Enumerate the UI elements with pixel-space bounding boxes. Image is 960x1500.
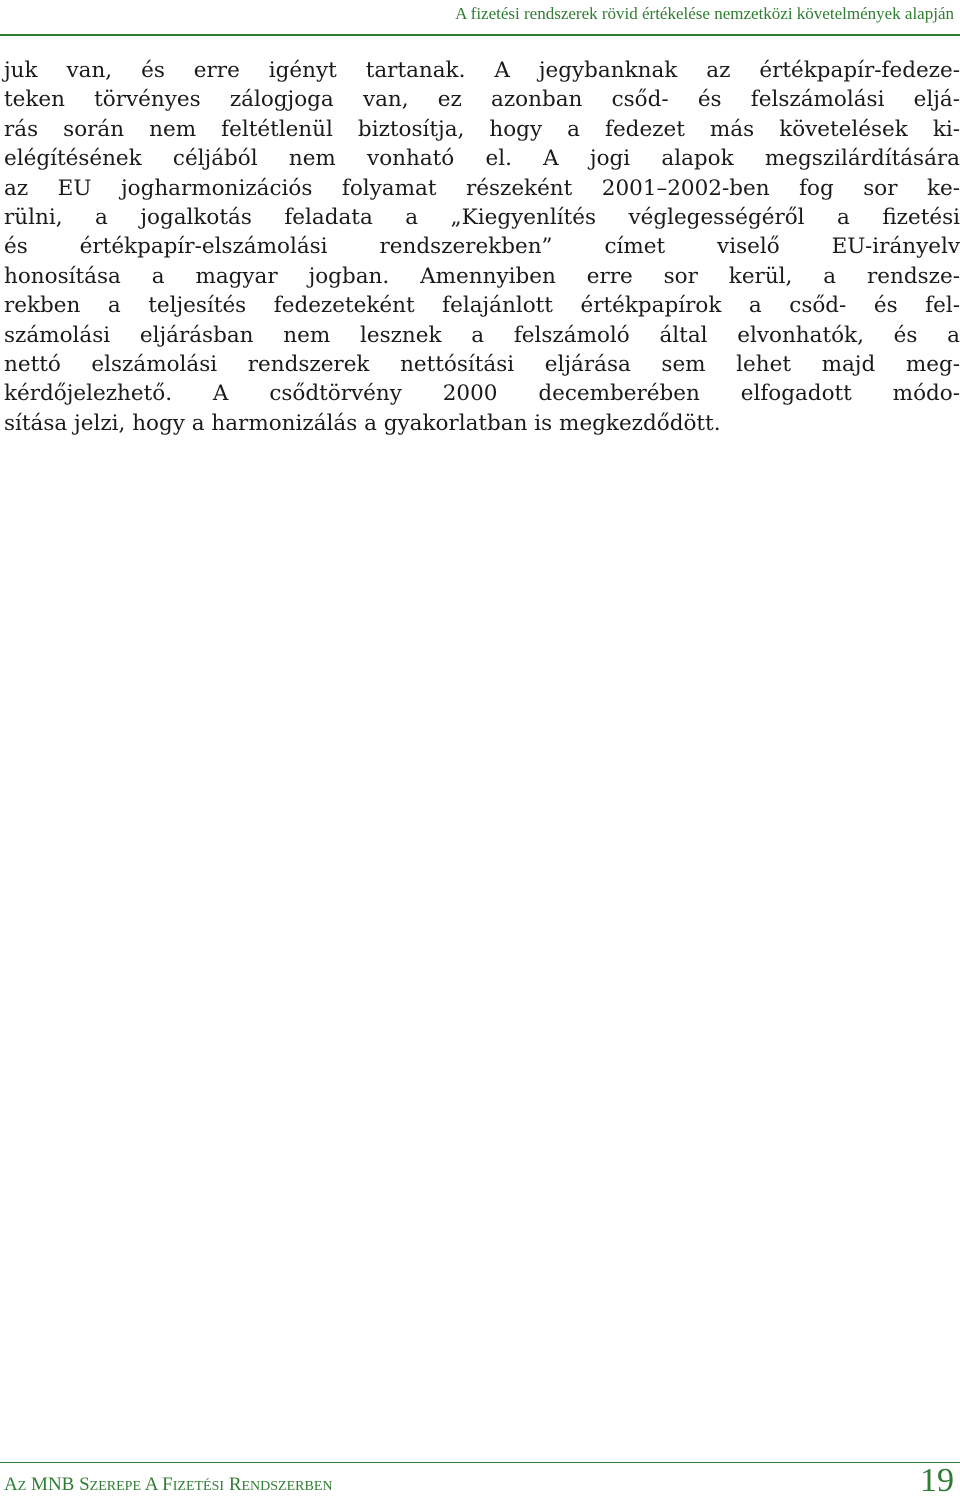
paragraph-line: juk van, és erre igényt tartanak. A jegybanknak az értékpapír-fedeze- xyxy=(4,58,960,83)
page-number: 19 xyxy=(920,1462,954,1499)
running-header: A fizetési rendszerek rövid értékelése nemzetközi követelmények alapján xyxy=(455,4,954,23)
paragraph-line: elégítésének céljából nem vonható el. A jogi alapok megszilárdítására xyxy=(4,146,960,172)
paragraph-line: honosítása a magyar jogban. Amennyiben erre sor kerül, a rendsze- xyxy=(4,263,960,289)
paragraph-line: nettó elszámolási rendszerek nettósítási eljárása sem lehet majd meg- xyxy=(4,352,960,378)
paragraph-line: rekben a teljesítés fedezeteként felajánlott értékpapírok a csőd- és fel- xyxy=(4,293,960,319)
footer-section-title xyxy=(4,1474,333,1496)
footer-word: FIZETÉSI xyxy=(162,1474,225,1495)
footer-word: SZEREPE xyxy=(79,1474,142,1495)
paragraph-line: rás során nem feltétlenül biztosítja, hogy a fedezet más követelések ki- xyxy=(4,116,960,142)
footer-word: MNB xyxy=(31,1474,75,1495)
footer-word: RENDSZERBEN xyxy=(228,1474,333,1495)
footer-word: AZ xyxy=(4,1474,27,1495)
paragraph-line: az EU jogharmonizációs folyamat részeként 2001–2002-ben fog sor ke- xyxy=(4,175,960,201)
paragraph-line: sítása jelzi, hogy a harmonizálás a gyakorlatban is megkezdődött. xyxy=(4,410,721,436)
paragraph-line: számolási eljárásban nem lesznek a felszámoló által elvonhatók, és a xyxy=(4,322,960,348)
body-paragraph xyxy=(4,56,960,438)
footer-word: A xyxy=(144,1474,158,1495)
footer-divider xyxy=(0,1462,960,1463)
paragraph-line: kérdőjelezhető. A csődtörvény 2000 decemberében elfogadott módo- xyxy=(4,381,960,407)
header-divider xyxy=(0,34,960,36)
paragraph-line: és értékpapír-elszámolási rendszerekben” címet viselő EU-irányelv xyxy=(4,234,960,260)
paragraph-line: rülni, a jogalkotás feladata a „Kiegyenlítés véglegességéről a fizetési xyxy=(4,205,960,231)
paragraph-line: teken törvényes zálogjoga van, ez azonban csőd- és felszámolási eljá- xyxy=(4,87,960,113)
